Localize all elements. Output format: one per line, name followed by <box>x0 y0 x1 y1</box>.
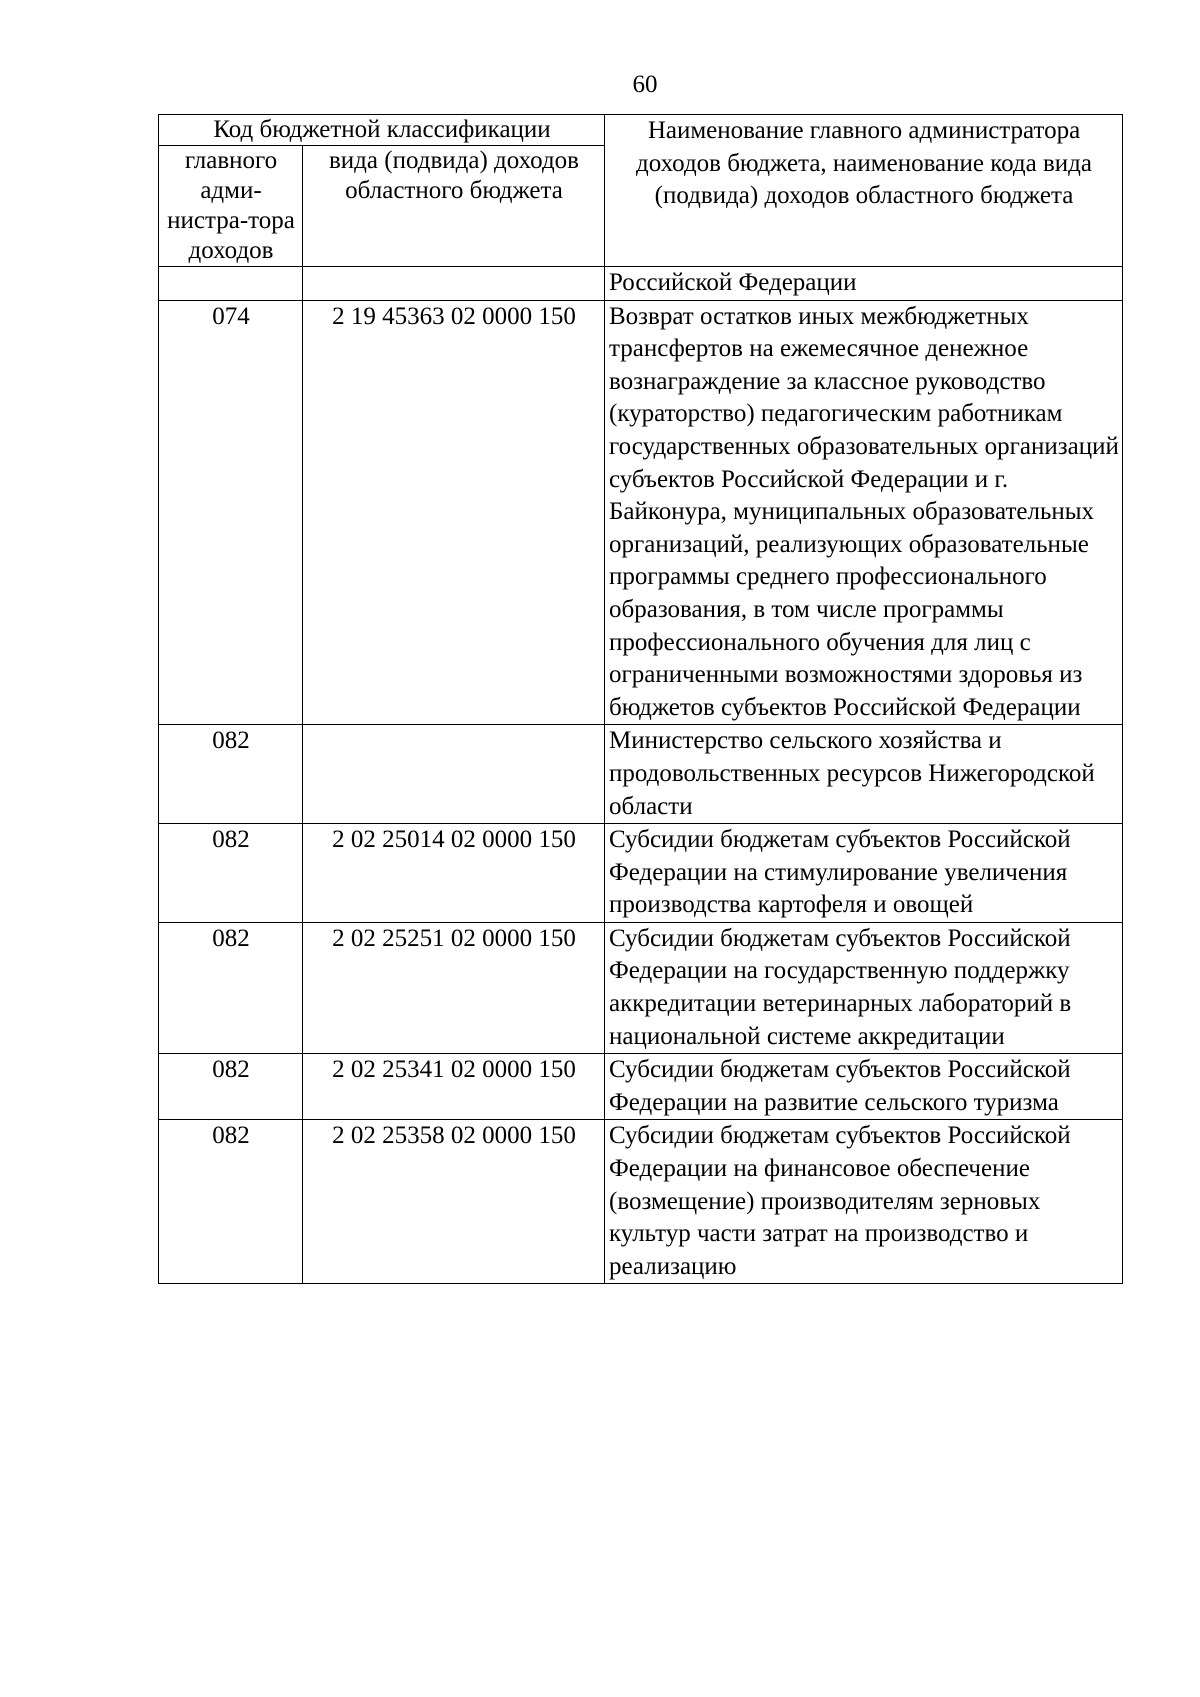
cell-name: Возврат остатков иных межбюджетных трансфертов на ежемесячное денежное вознаграждение за классное руководство (кураторство) педагогическим работникам государственных образовательных организаций субъектов Российской Федерации и г. Байконура, муниципальных образовательных организаций, реализующих образовательные программы среднего профессионального образования, в том числе программы профессионального обучения для лиц с ограниченными возможностями здоровья из бюджетов субъектов Российской Федерации <box>605 300 1123 725</box>
cell-name: Субсидии бюджетам субъектов Российской Федерации на финансовое обеспечение (возмещение) производителям зерновых культур части затрат на производство и реализацию <box>605 1120 1123 1284</box>
cell-admin-code: 082 <box>159 725 303 824</box>
cell-income-code: 2 02 25358 02 0000 150 <box>303 1120 605 1284</box>
table-row <box>159 824 1123 923</box>
table-body <box>159 267 1123 1284</box>
table-header-row-group <box>159 115 1123 146</box>
cell-admin-code: 082 <box>159 824 303 923</box>
cell-income-code <box>303 267 605 301</box>
cell-admin-code: 074 <box>159 300 303 725</box>
cell-admin-code: 082 <box>159 922 303 1053</box>
table-row <box>159 1120 1123 1284</box>
header-income-kind-column: вида (подвида) доходов областного бюджета <box>303 146 605 267</box>
cell-name: Российской Федерации <box>605 267 1123 301</box>
table-row <box>159 922 1123 1053</box>
table-row <box>159 1054 1123 1120</box>
table-row <box>159 725 1123 824</box>
cell-name: Субсидии бюджетам субъектов Российской Федерации на стимулирование увеличения производства картофеля и овощей <box>605 824 1123 923</box>
cell-name: Министерство сельского хозяйства и продовольственных ресурсов Нижегородской области <box>605 725 1123 824</box>
cell-income-code: 2 02 25014 02 0000 150 <box>303 824 605 923</box>
table-row <box>159 300 1123 725</box>
header-budget-classification-code: Код бюджетной классификации <box>159 115 605 146</box>
header-main-administrator-column: главного адми-нистра-тора доходов <box>159 146 303 267</box>
page-number: 60 <box>632 71 658 98</box>
cell-income-code: 2 19 45363 02 0000 150 <box>303 300 605 725</box>
cell-admin-code: 082 <box>159 1120 303 1284</box>
cell-name: Субсидии бюджетам субъектов Российской Федерации на развитие сельского туризма <box>605 1054 1123 1120</box>
cell-income-code <box>303 725 605 824</box>
header-name-column: Наименование главного администратора доходов бюджета, наименование кода вида (подвида) доходов областного бюджета <box>605 115 1123 267</box>
cell-admin-code: 082 <box>159 1054 303 1120</box>
cell-name: Субсидии бюджетам субъектов Российской Федерации на государственную поддержку аккредитации ветеринарных лабораторий в национальной системе аккредитации <box>605 922 1123 1053</box>
table-row <box>159 267 1123 301</box>
cell-income-code: 2 02 25341 02 0000 150 <box>303 1054 605 1120</box>
cell-admin-code <box>159 267 303 301</box>
cell-income-code: 2 02 25251 02 0000 150 <box>303 922 605 1053</box>
budget-classification-table <box>158 114 1123 1284</box>
